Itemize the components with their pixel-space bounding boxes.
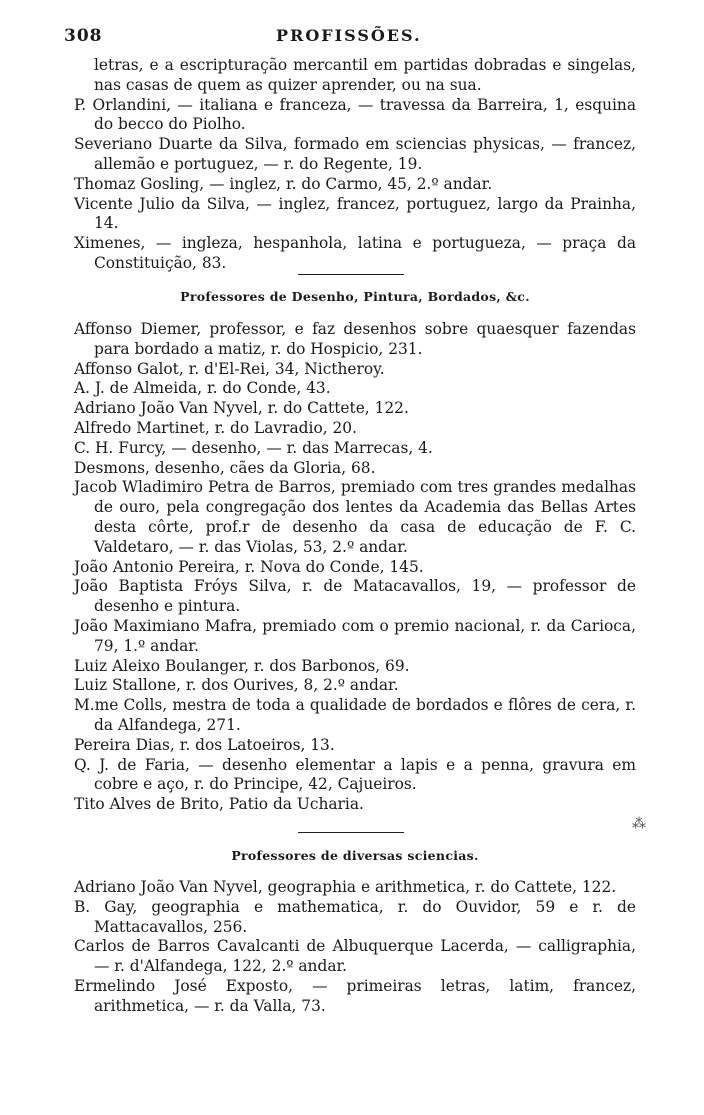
paper-blemish: ⁂	[632, 816, 646, 832]
running-title: PROFISSÕES.	[276, 26, 422, 45]
list-item: B. Gay, geographia e mathematica, r. do Ouvidor, 59 e r. de Mattacavallos, 256.	[74, 897, 636, 936]
desenho-entries	[74, 320, 636, 815]
list-item: Ermelindo José Exposto, — primeiras letras, latim, francez, arithmetica, — r. da Valla, 73.	[74, 976, 636, 1015]
list-item: Q. J. de Faria, — desenho elementar a lapis e a penna, gravura em cobre e aço, r. do Principe, 42, Cajueiros.	[74, 755, 636, 794]
list-item: Luiz Aleixo Boulanger, r. dos Barbonos, 69.	[74, 656, 410, 675]
list-item: Affonso Diemer, professor, e faz desenhos sobre quaesquer fazendas para bordado a matiz, r. do Hospicio, 231.	[74, 320, 636, 358]
list-item: Luiz Stallone, r. dos Ourives, 8, 2.º andar.	[74, 676, 399, 695]
section-divider	[298, 832, 404, 833]
list-item: M.me Colls, mestra de toda a qualidade de bordados e flôres de cera, r. da Alfandega, 271.	[74, 696, 636, 734]
list-item: João Maximiano Mafra, premiado com o premio nacional, r. da Carioca, 79, 1.º andar.	[74, 616, 636, 655]
list-item: Ximenes, — ingleza, hespanhola, latina e portugueza, — praça da Constituição, 83.	[74, 234, 636, 272]
list-item: A. J. de Almeida, r. do Conde, 43.	[74, 379, 331, 398]
list-item: Vicente Julio da Silva, — inglez, francez, portuguez, largo da Prainha, 14.	[74, 194, 636, 233]
list-item: Adriano João Van Nyvel, geographia e arithmetica, r. do Cattete, 122.	[74, 878, 617, 896]
page-number: 308	[64, 26, 103, 46]
list-item: Affonso Galot, r. d'El-Rei, 34, Nictheroy.	[74, 359, 385, 378]
section-title-desenho: Professores de Desenho, Pintura, Bordados, &c.	[180, 289, 530, 304]
list-item: Tito Alves de Brito, Patio da Ucharia.	[74, 795, 364, 814]
list-item: P. Orlandini, — italiana e franceza, — travessa da Barreira, 1, esquina do becco do Piolho.	[74, 95, 636, 134]
list-item: Jacob Wladimiro Petra de Barros, premiado com tres grandes medalhas de ouro, pela congregação dos lentes da Academia das Bellas Artes desta côrte, prof.r de desenho da casa de educação de F. C. Valdetaro, — r. das Violas, 53, 2.º andar.	[74, 478, 636, 556]
list-item: C. H. Furcy, — desenho, — r. das Marrecas, 4.	[74, 438, 433, 457]
list-item: João Antonio Pereira, r. Nova do Conde, 145.	[74, 557, 424, 576]
list-item: Severiano Duarte da Silva, formado em sciencias physicas, — francez, allemão e portuguez, — r. do Regente, 19.	[74, 135, 636, 173]
list-item: Desmons, desenho, cães da Gloria, 68.	[74, 458, 376, 477]
page-header	[64, 26, 654, 52]
list-item: letras, e a escripturação mercantil em partidas dobradas e singelas, nas casas de quem as quizer aprender, ou na sua.	[94, 56, 636, 94]
list-item: Pereira Dias, r. dos Latoeiros, 13.	[74, 735, 335, 754]
section-divider	[298, 274, 404, 275]
top-entries	[74, 56, 636, 274]
sciencias-entries	[74, 878, 636, 1017]
section-title-sciencias: Professores de diversas sciencias.	[231, 848, 479, 863]
list-item: Adriano João Van Nyvel, r. do Cattete, 122.	[74, 399, 409, 418]
list-item: Carlos de Barros Cavalcanti de Albuquerque Lacerda, — calligraphia, — r. d'Alfandega, 122, 2.º andar.	[74, 937, 636, 976]
list-item: Thomaz Gosling, — inglez, r. do Carmo, 45, 2.º andar.	[74, 174, 493, 193]
list-item: Alfredo Martinet, r. do Lavradio, 20.	[74, 418, 357, 437]
list-item: João Baptista Fróys Silva, r. de Matacavallos, 19, — professor de desenho e pintura.	[74, 577, 636, 616]
